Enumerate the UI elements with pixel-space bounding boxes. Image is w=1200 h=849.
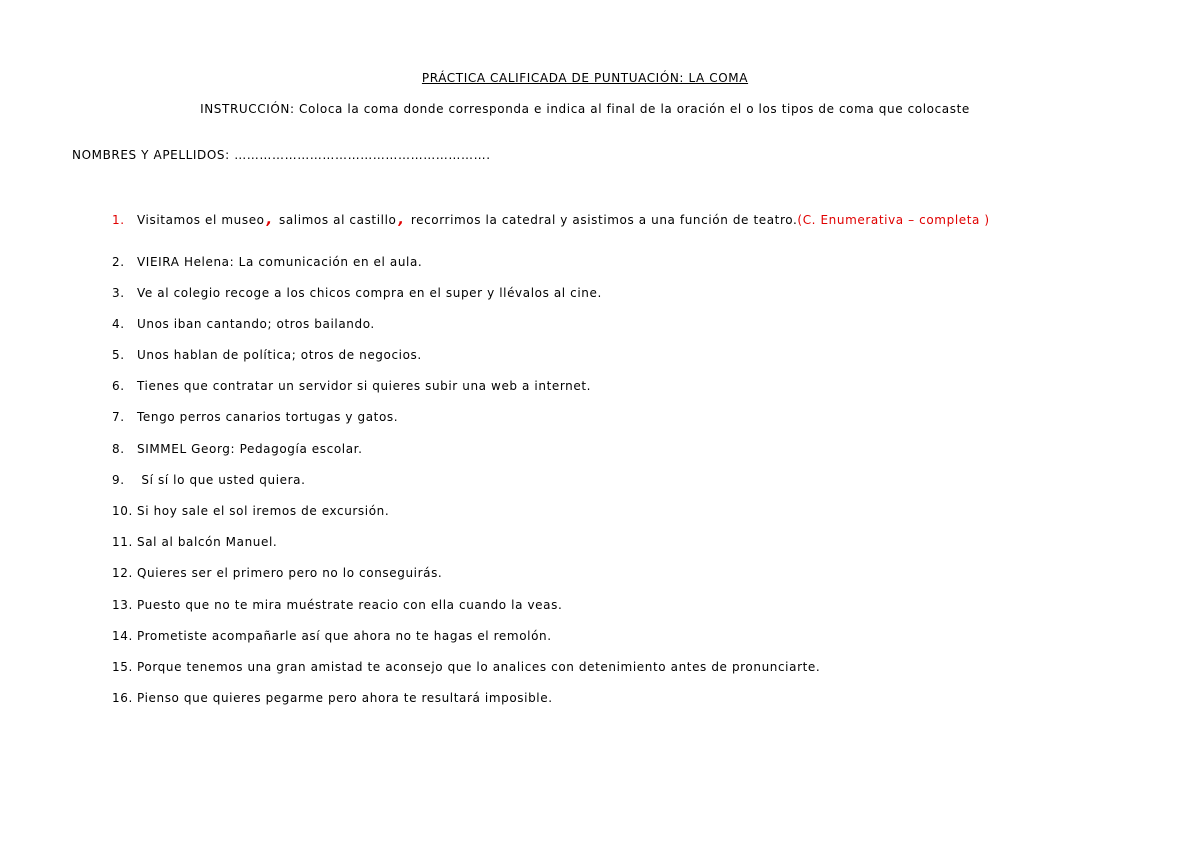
list-item xyxy=(112,691,553,705)
list-item xyxy=(112,473,306,487)
item-number: 3. xyxy=(112,286,125,300)
item-text: Tienes que contratar un servidor si quieres subir una web a internet. xyxy=(137,379,592,393)
item-text: Unos iban cantando; otros bailando. xyxy=(137,317,375,331)
item-text: Quieres ser el primero pero no lo conseguirás. xyxy=(137,566,443,580)
list-item xyxy=(112,348,422,362)
item-number: 16. xyxy=(112,691,133,705)
item-number: 14. xyxy=(112,629,133,643)
item-number: 7. xyxy=(112,410,125,424)
item-number: 6. xyxy=(112,379,125,393)
item-text: Prometiste acompañarle así que ahora no te hagas el remolón. xyxy=(137,629,552,643)
example-part-3: recorrimos la catedral y asistimos a una función de teatro. xyxy=(406,213,798,227)
list-item xyxy=(112,442,363,456)
inserted-comma-mark: , xyxy=(398,212,405,228)
item-text: Porque tenemos una gran amistad te aconsejo que lo analices con detenimiento antes de pronunciarte. xyxy=(137,660,821,674)
item-text: Tengo perros canarios tortugas y gatos. xyxy=(137,410,399,424)
item-text: Pienso que quieres pegarme pero ahora te resultará imposible. xyxy=(137,691,553,705)
instruction-text: INSTRUCCIÓN: Coloca la coma donde corresponda e indica al final de la oración el o los tipos de coma que colocaste xyxy=(200,102,970,116)
item-number: 12. xyxy=(112,566,133,580)
item-text: Unos hablan de política; otros de negocios. xyxy=(137,348,422,362)
list-item xyxy=(112,410,398,424)
item-text: VIEIRA Helena: La comunicación en el aula. xyxy=(137,255,423,269)
item-number: 5. xyxy=(112,348,125,362)
document-title: PRÁCTICA CALIFICADA DE PUNTUACIÓN: LA COMA xyxy=(421,71,749,85)
item-number: 8. xyxy=(112,442,125,456)
item-text: Ve al colegio recoge a los chicos compra en el super y llévalos al cine. xyxy=(137,286,602,300)
list-item xyxy=(112,255,422,269)
item-text: Sal al balcón Manuel. xyxy=(137,535,278,549)
list-item xyxy=(112,286,602,300)
list-item xyxy=(112,629,552,643)
list-item xyxy=(112,535,277,549)
item-number: 10. xyxy=(112,504,133,518)
item-number: 9. xyxy=(112,473,125,487)
item-number: 13. xyxy=(112,598,133,612)
example-part-1: Visitamos el museo xyxy=(137,213,265,227)
example-part-2: salimos al castillo xyxy=(274,213,397,227)
example-answer: (C. Enumerativa – completa ) xyxy=(797,213,990,227)
list-item xyxy=(112,504,389,518)
names-field-label: NOMBRES Y APELLIDOS: ……………………………………………………. xyxy=(72,148,491,162)
item-number: 4. xyxy=(112,317,125,331)
item-number: 2. xyxy=(112,255,125,269)
list-item xyxy=(112,317,375,331)
item-text: Si hoy sale el sol iremos de excursión. xyxy=(137,504,390,518)
list-item xyxy=(112,598,562,612)
list-item xyxy=(112,566,442,580)
list-item xyxy=(112,379,591,393)
item-number: 15. xyxy=(112,660,133,674)
item-text: Puesto que no te mira muéstrate reacio con ella cuando la veas. xyxy=(137,598,563,612)
item-text: Sí sí lo que usted quiera. xyxy=(137,473,306,487)
item-number: 1. xyxy=(112,213,125,227)
list-item xyxy=(112,660,820,674)
item-number: 11. xyxy=(112,535,133,549)
item-text: SIMMEL Georg: Pedagogía escolar. xyxy=(137,442,363,456)
inserted-comma-mark: , xyxy=(266,212,273,228)
list-item-example xyxy=(112,212,990,228)
